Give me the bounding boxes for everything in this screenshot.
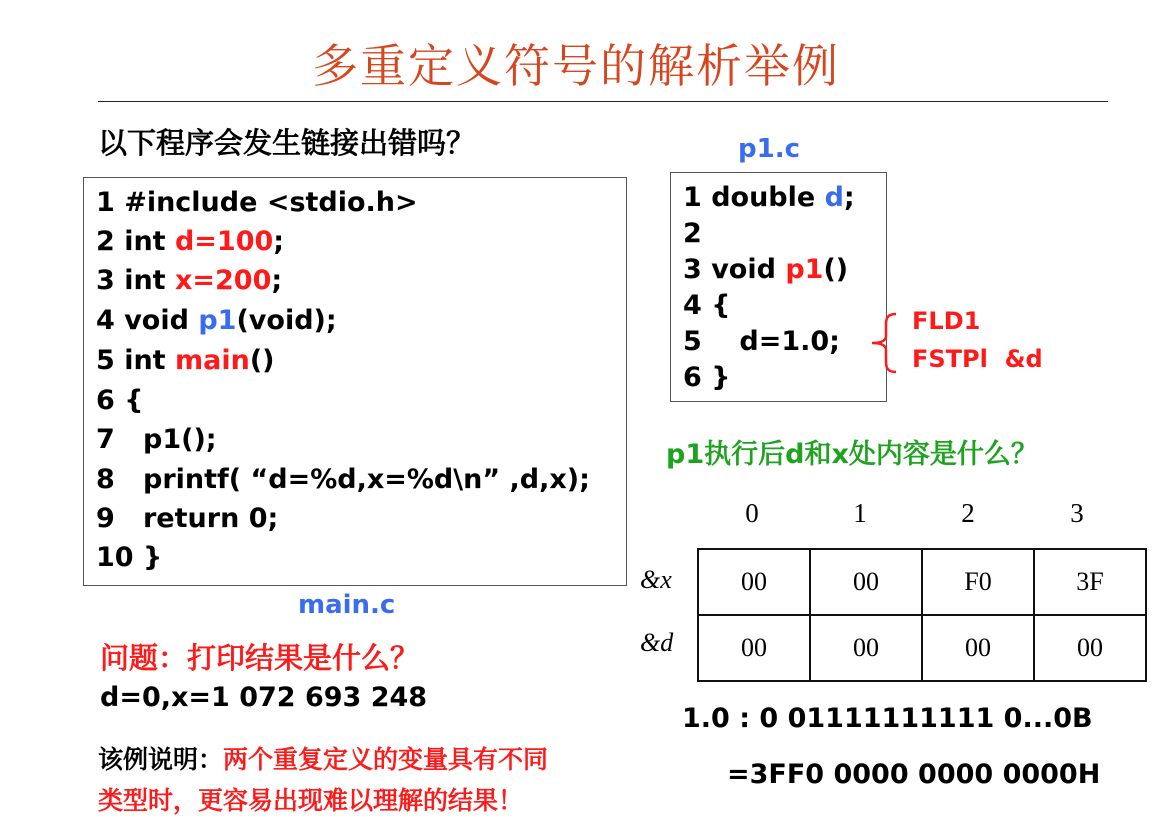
code-line: 4 void p1(void); [96,305,337,336]
memory-cell: F0 [922,549,1034,615]
memory-cell: 00 [1034,615,1146,681]
memory-cell: 00 [922,615,1034,681]
question-heading: 以下程序会发生链接出错吗？ [98,126,476,160]
code-line: 6 { [96,385,144,416]
note-line-1: 该例说明：两个重复定义的变量具有不同 [98,745,549,774]
memory-cell: 00 [698,549,810,615]
note-line-2: 类型时，更容易出现难以理解的结果！ [98,786,524,815]
memory-cell: 00 [810,549,922,615]
code-line: 2 int d=100; [96,226,285,257]
memory-cell: 00 [698,615,810,681]
code-line: 7 p1(); [96,424,217,455]
byte-offset-header: 0 [745,498,759,528]
memory-cell: 00 [810,615,922,681]
memory-cell: 3F [1034,549,1146,615]
p1-c-code-box [670,172,887,402]
asm-fstpl: FSTPl &d [912,345,1043,373]
code-line: 1 double d; [683,182,855,213]
hex-representation: =3FF0 0000 0000 0000H [727,759,1101,790]
question-memory-contents: p1执行后d和x处内容是什么？ [666,439,1038,470]
table-row [698,549,1146,615]
code-line: 3 void p1() [683,254,849,285]
byte-offset-header: 3 [1070,498,1084,528]
byte-offset-header: 2 [961,498,975,528]
code-line: 6 } [683,362,731,393]
page-title: 多重定义符号的解析举例 [312,39,840,93]
question-print-result: 问题：打印结果是什么？ [100,641,420,675]
code-line: 2 [683,218,702,249]
binary-representation: 1.0 : 0 01111111111 0...0B [682,703,1093,734]
code-line: 9 return 0; [96,503,279,534]
code-line: 10 } [96,542,163,573]
title-divider [98,101,1108,102]
row-label-d: &d [640,628,674,657]
code-line: 8 printf( “d=%d,x=%d\n” ,d,x); [96,464,590,495]
p1-c-label: p1.c [738,134,800,164]
byte-offset-header: 1 [853,498,867,528]
row-label-x: &x [640,565,672,594]
code-line: 5 int main() [96,345,275,376]
code-line: 5 d=1.0; [683,326,840,357]
main-c-code-box [83,177,627,586]
code-line: 4 { [683,290,731,321]
curly-brace-icon [866,310,906,376]
code-line: 1 #include <stdio.h> [96,187,418,218]
asm-fld1: FLD1 [912,307,981,335]
table-row [698,615,1146,681]
answer-text: d=0,x=1 072 693 248 [100,682,428,713]
main-c-label: main.c [298,590,396,620]
memory-table [697,548,1147,682]
code-line: 3 int x=200; [96,265,283,296]
